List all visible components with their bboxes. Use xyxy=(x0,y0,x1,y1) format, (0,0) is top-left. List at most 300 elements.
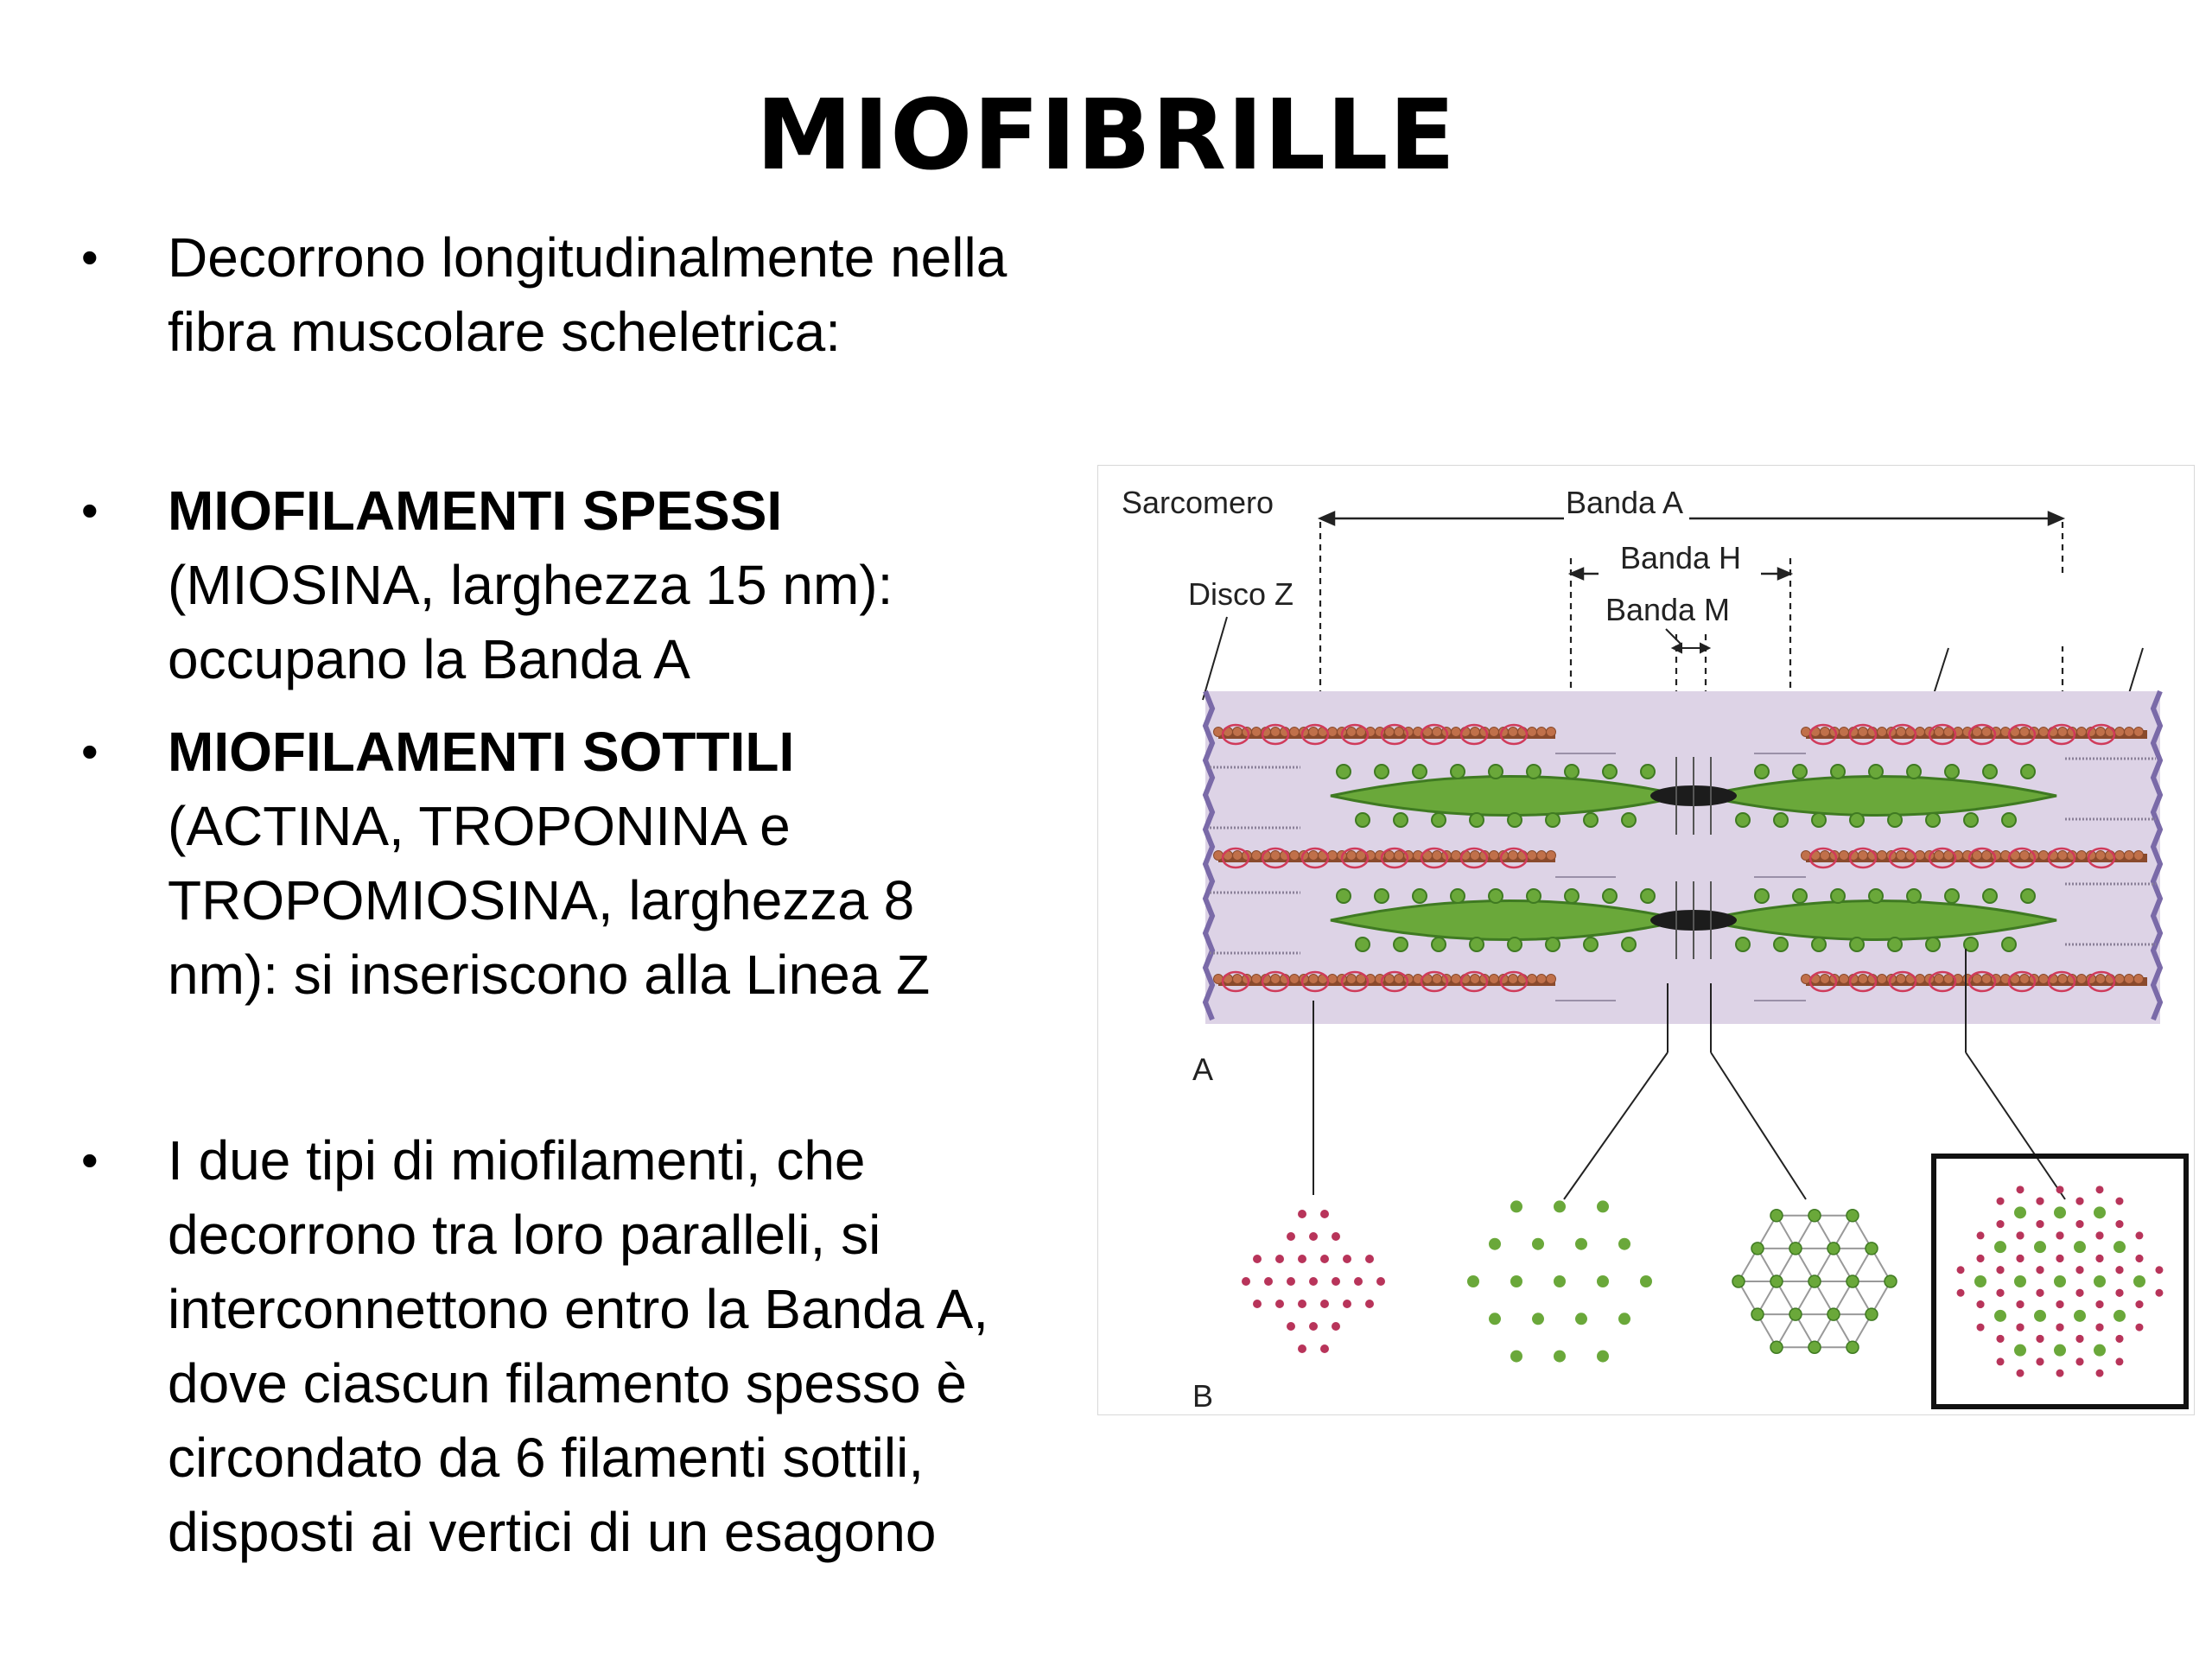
actin-bead xyxy=(1840,728,1849,737)
thick-dot xyxy=(1554,1200,1566,1212)
thin-dot xyxy=(1376,1277,1385,1286)
actin-bead xyxy=(1821,975,1830,984)
thin-dot xyxy=(1242,1277,1250,1286)
thin-dot xyxy=(2136,1255,2144,1262)
thick-dot xyxy=(2014,1275,2026,1287)
myosin-head xyxy=(1470,938,1484,951)
thick-dot xyxy=(2074,1310,2086,1322)
thin-dot xyxy=(1365,1255,1374,1263)
thick-dot xyxy=(1489,1313,1501,1325)
label-panel-a: A xyxy=(1192,1052,1214,1087)
actin-bead xyxy=(1935,851,1944,861)
bullet-2-line-1: (MIOSINA, larghezza 15 nm): xyxy=(168,554,893,616)
thick-dot xyxy=(1732,1275,1745,1287)
myosin-head xyxy=(1584,938,1598,951)
actin-bead xyxy=(1452,851,1461,861)
actin-bead xyxy=(1490,728,1499,737)
thin-dot xyxy=(1275,1300,1284,1308)
actin-bead xyxy=(2039,975,2049,984)
thin-dot xyxy=(2056,1255,2064,1262)
actin-bead xyxy=(1433,975,1442,984)
actin-bead xyxy=(1290,975,1300,984)
thin-dot xyxy=(2076,1220,2084,1228)
actin-bead xyxy=(1840,851,1849,861)
actin-bead xyxy=(1233,851,1243,861)
thick-dot xyxy=(1770,1210,1783,1222)
thin-dot xyxy=(1343,1300,1351,1308)
thin-dot xyxy=(2096,1324,2104,1332)
thick-dot xyxy=(1532,1238,1544,1250)
myosin-head xyxy=(1888,938,1902,951)
actin-bead xyxy=(1547,728,1556,737)
actin-bead xyxy=(1528,851,1537,861)
bullet-3-line-2: TROPOMIOSINA, larghezza 8 xyxy=(168,869,915,931)
thick-dot xyxy=(2054,1206,2066,1218)
myosin-head xyxy=(2021,765,2035,779)
bullet-3-heading: MIOFILAMENTI SOTTILI xyxy=(168,721,795,783)
thick-dot xyxy=(1751,1243,1764,1255)
label-disco-z: Disco Z xyxy=(1188,576,1294,612)
thick-dot xyxy=(2094,1344,2106,1357)
thick-dot xyxy=(1597,1200,1609,1212)
myosin-head xyxy=(1337,889,1351,903)
actin-bead xyxy=(2077,975,2087,984)
thin-dot xyxy=(2017,1231,2024,1239)
myosin-head xyxy=(1603,889,1617,903)
thin-dot xyxy=(1320,1300,1329,1308)
actin-bead xyxy=(2020,851,2030,861)
thin-dot xyxy=(2115,1357,2123,1365)
actin-bead xyxy=(1309,728,1319,737)
thick-dot xyxy=(1467,1275,1479,1287)
myosin-head xyxy=(1413,765,1427,779)
thick-dot xyxy=(1640,1275,1652,1287)
thick-dot xyxy=(1847,1210,1859,1222)
actin-bead xyxy=(1309,851,1319,861)
actin-bead xyxy=(2039,851,2049,861)
sarcomere-figure xyxy=(1097,465,2195,1415)
thin-dot xyxy=(2017,1300,2024,1308)
myosin-head xyxy=(1641,889,1655,903)
myosin-head xyxy=(1736,938,1750,951)
actin-bead xyxy=(1878,975,1887,984)
thin-dot xyxy=(1997,1220,2005,1228)
thick-dot xyxy=(1618,1313,1630,1325)
myosin-head xyxy=(1641,765,1655,779)
actin-bead xyxy=(1897,728,1906,737)
actin-bead xyxy=(1537,728,1547,737)
actin-bead xyxy=(1452,975,1461,984)
myosin-head xyxy=(1945,765,1959,779)
thin-dot xyxy=(2115,1335,2123,1343)
thin-dot xyxy=(1275,1255,1284,1263)
myosin-head xyxy=(2002,938,2016,951)
actin-bead xyxy=(1528,728,1537,737)
thin-dot xyxy=(2115,1198,2123,1205)
myosin-head xyxy=(1451,889,1465,903)
myosin-head xyxy=(1508,938,1522,951)
thick-dot xyxy=(2074,1241,2086,1253)
bullet-4-line-1: I due tipi di miofilamenti, che xyxy=(168,1129,866,1192)
thin-dot xyxy=(2037,1357,2044,1365)
actin-bead xyxy=(1395,728,1404,737)
actin-bead xyxy=(2125,728,2134,737)
thin-dot xyxy=(1298,1344,1306,1353)
actin-bead xyxy=(1471,975,1480,984)
myosin-head xyxy=(1337,765,1351,779)
thick-dot xyxy=(1597,1351,1609,1363)
myosin-head xyxy=(1831,889,1845,903)
myosin-head xyxy=(1527,889,1541,903)
actin-bead xyxy=(1347,851,1357,861)
myosin-head xyxy=(1356,938,1370,951)
thick-dot xyxy=(1994,1241,2006,1253)
actin-bead xyxy=(1309,975,1319,984)
thin-dot xyxy=(2076,1289,2084,1297)
actin-bead xyxy=(2020,975,2030,984)
actin-bead xyxy=(1252,851,1262,861)
myosin-head xyxy=(1451,765,1465,779)
thin-dot xyxy=(1253,1255,1262,1263)
thick-dot xyxy=(1597,1275,1609,1287)
thin-dot xyxy=(1320,1255,1329,1263)
actin-bead xyxy=(1537,851,1547,861)
myosin-head xyxy=(1755,765,1769,779)
sarcomere-band xyxy=(1205,691,2160,1024)
myosin-head xyxy=(1812,938,1826,951)
actin-bead xyxy=(1528,975,1537,984)
thick-dot xyxy=(1554,1275,1566,1287)
thin-dot xyxy=(1264,1277,1273,1286)
thick-dot xyxy=(2054,1275,2066,1287)
actin-bead xyxy=(2077,851,2087,861)
thick-dot xyxy=(1575,1313,1587,1325)
myosin-head xyxy=(2002,813,2016,827)
thin-dot xyxy=(2076,1335,2084,1343)
myosin-head xyxy=(1831,765,1845,779)
myosin-head xyxy=(1755,889,1769,903)
actin-bead xyxy=(2058,851,2068,861)
myosin-head xyxy=(1432,813,1446,827)
actin-bead xyxy=(1878,728,1887,737)
myosin-head xyxy=(1603,765,1617,779)
myosin-head xyxy=(1926,813,1940,827)
thin-dot xyxy=(1343,1255,1351,1263)
actin-bead xyxy=(1471,851,1480,861)
thick-dot xyxy=(1885,1275,1897,1287)
thin-dot xyxy=(1997,1266,2005,1274)
actin-bead xyxy=(2077,728,2087,737)
actin-bead xyxy=(1840,975,1849,984)
thin-dot xyxy=(2096,1255,2104,1262)
thick-dot xyxy=(2113,1310,2126,1322)
actin-bead xyxy=(2096,975,2106,984)
actin-bead xyxy=(2058,728,2068,737)
thick-dot xyxy=(1510,1200,1522,1212)
myosin-head xyxy=(1413,889,1427,903)
actin-bead xyxy=(1490,851,1499,861)
myosin-head xyxy=(1622,938,1636,951)
actin-bead xyxy=(1537,975,1547,984)
thick-dot xyxy=(1808,1275,1821,1287)
thin-dot xyxy=(1309,1277,1318,1286)
thick-dot xyxy=(1789,1308,1802,1320)
thin-dot xyxy=(1320,1210,1329,1218)
actin-bead xyxy=(2125,851,2134,861)
thin-dot xyxy=(1997,1357,2005,1365)
myosin-head xyxy=(1508,813,1522,827)
thin-dot xyxy=(1977,1324,1985,1332)
actin-bead xyxy=(1271,728,1281,737)
thin-dot xyxy=(1977,1300,1985,1308)
thin-dot xyxy=(1332,1232,1340,1241)
actin-bead xyxy=(1509,975,1518,984)
thin-dot xyxy=(1957,1289,1965,1297)
thick-dot xyxy=(2014,1206,2026,1218)
actin-bead xyxy=(2096,728,2106,737)
bullet-marker: • xyxy=(81,1133,99,1187)
page-title: MIOFIBRILLE xyxy=(755,79,1457,192)
myosin-head xyxy=(1869,765,1883,779)
actin-bead xyxy=(1347,728,1357,737)
myosin-head xyxy=(1375,889,1389,903)
thick-dot xyxy=(1751,1308,1764,1320)
actin-bead xyxy=(1509,851,1518,861)
myosin-head xyxy=(1869,889,1883,903)
thin-dot xyxy=(2037,1198,2044,1205)
thin-dot xyxy=(2017,1255,2024,1262)
myosin-head xyxy=(1945,889,1959,903)
thick-dot xyxy=(1866,1308,1878,1320)
actin-bead xyxy=(1982,851,1992,861)
thin-dot xyxy=(1298,1300,1306,1308)
thick-dot xyxy=(2054,1344,2066,1357)
actin-bead xyxy=(1935,728,1944,737)
myosin-head xyxy=(1565,765,1579,779)
actin-bead xyxy=(1859,728,1868,737)
thick-dot xyxy=(1618,1238,1630,1250)
myosin-head xyxy=(1394,938,1408,951)
thin-dot xyxy=(2116,1266,2124,1274)
actin-bead xyxy=(1233,975,1243,984)
actin-bead xyxy=(1252,728,1262,737)
myosin-head xyxy=(1736,813,1750,827)
bullet-1-line-1: Decorrono longitudinalmente nella xyxy=(168,226,1007,289)
thick-dot xyxy=(2014,1344,2026,1357)
myosin-head xyxy=(1489,889,1503,903)
thin-dot xyxy=(1354,1277,1363,1286)
actin-bead xyxy=(2115,975,2125,984)
thick-dot xyxy=(1575,1238,1587,1250)
actin-bead xyxy=(2115,851,2125,861)
label-banda-h: Banda H xyxy=(1619,540,1742,575)
thin-dot xyxy=(2037,1335,2044,1343)
actin-bead xyxy=(1982,975,1992,984)
thin-dot xyxy=(2017,1324,2024,1332)
myosin-head xyxy=(1926,938,1940,951)
myosin-head xyxy=(1470,813,1484,827)
bullet-4-line-3: interconnettono entro la Banda A, xyxy=(168,1278,989,1340)
actin-bead xyxy=(2134,851,2144,861)
actin-bead xyxy=(1859,975,1868,984)
myosin-head xyxy=(1546,938,1560,951)
actin-bead xyxy=(1547,975,1556,984)
actin-bead xyxy=(1878,851,1887,861)
sarcomere-diagram xyxy=(1097,465,2195,1415)
myosin-head xyxy=(1793,889,1807,903)
actin-bead xyxy=(1509,728,1518,737)
myosin-head xyxy=(1907,765,1921,779)
bullet-marker: • xyxy=(81,483,99,537)
thin-dot xyxy=(1332,1322,1340,1331)
myosin-head xyxy=(1964,813,1978,827)
actin-bead xyxy=(1290,728,1300,737)
thin-dot xyxy=(2056,1231,2064,1239)
actin-bead xyxy=(1252,975,1262,984)
thick-dot xyxy=(1847,1341,1859,1353)
myosin-head xyxy=(1489,765,1503,779)
bullet-4-line-5: circondato da 6 filamenti sottili, xyxy=(168,1427,925,1489)
thick-dot xyxy=(2034,1241,2046,1253)
actin-bead xyxy=(1433,728,1442,737)
thick-dot xyxy=(2094,1206,2106,1218)
actin-bead xyxy=(1395,975,1404,984)
thin-dot xyxy=(2096,1231,2104,1239)
myosin-head xyxy=(1907,889,1921,903)
thin-dot xyxy=(1287,1322,1295,1331)
thin-dot xyxy=(2056,1324,2064,1332)
myosin-head xyxy=(1793,765,1807,779)
actin-bead xyxy=(1347,975,1357,984)
actin-bead xyxy=(1271,851,1281,861)
thin-dot xyxy=(1957,1266,1965,1274)
thin-dot xyxy=(2056,1370,2064,1377)
actin-bead xyxy=(1821,728,1830,737)
thin-dot xyxy=(1253,1300,1262,1308)
thick-dot xyxy=(1789,1243,1802,1255)
bullet-2-heading: MIOFILAMENTI SPESSI xyxy=(168,480,783,542)
myosin-head xyxy=(1774,813,1788,827)
bullet-marker: • xyxy=(81,724,99,779)
thin-dot xyxy=(1309,1322,1318,1331)
myosin-head xyxy=(1546,813,1560,827)
actin-bead xyxy=(2020,728,2030,737)
actin-bead xyxy=(1982,728,1992,737)
bullet-3-line-1: (ACTINA, TROPONINA e xyxy=(168,795,791,857)
myosin-head xyxy=(1774,938,1788,951)
thin-dot xyxy=(1287,1277,1295,1286)
actin-bead xyxy=(1233,728,1243,737)
actin-bead xyxy=(2058,975,2068,984)
bullet-marker: • xyxy=(81,230,99,284)
actin-bead xyxy=(1271,975,1281,984)
thick-dot xyxy=(1808,1341,1821,1353)
thin-dot xyxy=(2017,1185,2024,1193)
myosin-head xyxy=(1850,813,1864,827)
thin-dot xyxy=(1332,1277,1340,1286)
thin-dot xyxy=(2096,1185,2104,1193)
thin-dot xyxy=(2096,1300,2104,1308)
blank-label-box xyxy=(1866,577,2186,646)
actin-bead xyxy=(1471,728,1480,737)
thick-dot xyxy=(1770,1341,1783,1353)
actin-bead xyxy=(2096,851,2106,861)
thick-dot xyxy=(2133,1275,2145,1287)
actin-bead xyxy=(2134,728,2144,737)
thin-dot xyxy=(1997,1335,2005,1343)
thin-dot xyxy=(1977,1255,1985,1262)
thin-dot xyxy=(2155,1266,2163,1274)
thin-dot xyxy=(1298,1255,1306,1263)
thin-dot xyxy=(2037,1220,2044,1228)
thin-dot xyxy=(2135,1324,2143,1332)
thick-dot xyxy=(1994,1310,2006,1322)
actin-bead xyxy=(1290,851,1300,861)
thin-dot xyxy=(1997,1198,2005,1205)
myosin-head xyxy=(1527,765,1541,779)
thick-dot xyxy=(1770,1275,1783,1287)
thin-dot xyxy=(1298,1210,1306,1218)
actin-bead xyxy=(1859,851,1868,861)
myosin-head xyxy=(1888,813,1902,827)
thin-dot xyxy=(2096,1370,2104,1377)
thin-dot xyxy=(2037,1266,2044,1274)
thick-dot xyxy=(1510,1351,1522,1363)
myosin-head xyxy=(1565,889,1579,903)
label-sarcomero: Sarcomero xyxy=(1122,485,1274,520)
actin-bead xyxy=(1547,851,1556,861)
thick-dot xyxy=(1510,1275,1522,1287)
thin-dot xyxy=(2116,1289,2124,1297)
thin-dot xyxy=(1309,1232,1318,1241)
actin-bead xyxy=(2039,728,2049,737)
thick-dot xyxy=(1974,1275,1986,1287)
bullet-1-line-2: fibra muscolare scheletrica: xyxy=(168,301,841,363)
thick-dot xyxy=(1489,1238,1501,1250)
actin-bead xyxy=(1935,975,1944,984)
actin-bead xyxy=(2134,975,2144,984)
actin-bead xyxy=(1433,851,1442,861)
myosin-head xyxy=(1983,889,1997,903)
thin-dot xyxy=(2017,1370,2024,1377)
thick-dot xyxy=(2094,1275,2106,1287)
actin-bead xyxy=(1395,851,1404,861)
thick-dot xyxy=(1827,1243,1840,1255)
actin-bead xyxy=(1897,975,1906,984)
actin-bead xyxy=(2115,728,2125,737)
thin-dot xyxy=(2037,1289,2044,1297)
actin-bead xyxy=(1490,975,1499,984)
thin-dot xyxy=(2056,1300,2064,1308)
bullet-3-line-3: nm): si inseriscono alla Linea Z xyxy=(168,944,931,1006)
thin-dot xyxy=(2056,1185,2064,1193)
thin-dot xyxy=(1997,1289,2005,1297)
myosin-head xyxy=(1432,938,1446,951)
actin-bead xyxy=(1452,728,1461,737)
thick-dot xyxy=(1532,1313,1544,1325)
bullet-4-line-4: dove ciascun filamento spesso è xyxy=(168,1352,967,1414)
actin-bead xyxy=(1821,851,1830,861)
myosin-head xyxy=(1394,813,1408,827)
myosin-head xyxy=(1983,765,1997,779)
myosin-head xyxy=(1584,813,1598,827)
myosin-head xyxy=(1356,813,1370,827)
thick-dot xyxy=(2113,1241,2126,1253)
thick-dot xyxy=(1808,1210,1821,1222)
thin-dot xyxy=(1977,1231,1985,1239)
thin-dot xyxy=(2155,1289,2163,1297)
thick-dot xyxy=(1847,1275,1859,1287)
